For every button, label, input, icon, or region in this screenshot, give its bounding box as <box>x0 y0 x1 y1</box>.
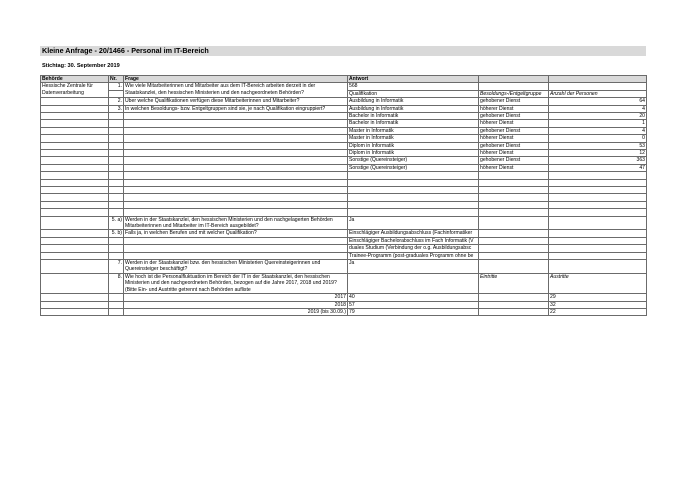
fluktuation-row <box>41 308 647 315</box>
table-row <box>41 245 647 252</box>
answer-cell: Trainee-Programm (post-graduales Programm ohne be <box>348 252 479 259</box>
qualification-gruppe: gehobener Dienst <box>479 98 549 105</box>
empty-row <box>41 201 647 208</box>
stichtag-label: Stichtag: 30. September 2019 <box>42 63 120 69</box>
austritte-value: 32 <box>549 301 647 308</box>
question-number: 5. a) <box>109 216 124 230</box>
qualification-gruppe: höherer Dienst <box>479 120 549 127</box>
qualification-row <box>41 105 647 112</box>
qualification-gruppe: höherer Dienst <box>479 105 549 112</box>
document-title: Kleine Anfrage - 20/1466 - Personal im IT-Bereich <box>42 46 209 55</box>
empty-row <box>41 187 647 194</box>
table-row <box>41 216 647 230</box>
eintritte-value: 40 <box>348 294 479 301</box>
qualification-gruppe: gehobener Dienst <box>479 127 549 134</box>
empty-row <box>41 179 647 186</box>
qualification-anzahl: 64 <box>549 98 647 105</box>
qualification-anzahl: 12 <box>549 150 647 157</box>
qualification-gruppe: gehobener Dienst <box>479 142 549 149</box>
qualification-name: Ausbildung in Informatik <box>348 105 479 112</box>
qualification-name: Bachelor in Informatik <box>348 113 479 120</box>
question-number: 3. <box>109 105 124 112</box>
qualification-row <box>41 98 647 105</box>
qualification-row <box>41 150 647 157</box>
table-row <box>41 230 647 237</box>
answer-cell: Einschlägiger Bachelorabschluss im Fach Informatik (V <box>348 237 479 244</box>
question-number: 8. <box>109 273 124 293</box>
question-text: Werden in der Staatskanzlei, den hessischen Ministerien und den nachgelagerten Behörden Mitarbeiterinnen und Mitarbeiter im IT-Bereich ausgebildet? <box>124 216 348 230</box>
empty-row <box>41 209 647 216</box>
qualification-anzahl: 4 <box>549 105 647 112</box>
qualification-gruppe: gehobener Dienst <box>479 157 549 164</box>
year-label: 2018 <box>124 301 348 308</box>
qualification-anzahl: 363 <box>549 157 647 164</box>
qualification-gruppe: höherer Dienst <box>479 135 549 142</box>
answer-cell: duales Studium (Verbindung der o.g. Ausbildungsabsc <box>348 245 479 252</box>
header-antwort: Antwort <box>348 76 479 83</box>
table-row <box>41 237 647 244</box>
answer-cell: 568 <box>348 83 479 90</box>
eintritte-label: Eintritte <box>479 273 549 293</box>
qualification-name: Diplom in Informatik <box>348 150 479 157</box>
answer-table <box>40 75 647 316</box>
question-text: Wie hoch ist die Personalfluktuation im Bereich der IT in der Staatskanzlei, den hessischen Ministerien und den nachgeordneten Behörden, bezogen auf die Jahre 2017, 2018 und 2019? (Bitte Ein- und Austritte getrennt nach Behörden aufliste <box>124 273 348 293</box>
qualification-gruppe: gehobener Dienst <box>479 113 549 120</box>
empty-row <box>41 194 647 201</box>
qualification-anzahl: 20 <box>549 113 647 120</box>
fluktuation-row <box>41 301 647 308</box>
question-number: 5. b) <box>109 230 124 237</box>
question-text: Wie viele Mitarbeiterinnen und Mitarbeiter aus dem IT-Bereich arbeiten derzeit in der Staatskanzlei, den hessischen Ministerien und den nachgeordneten Behörden? <box>124 83 348 98</box>
answer-cell: Ja <box>348 216 479 230</box>
qualification-row <box>41 135 647 142</box>
qual-header-anzahl: Anzahl der Personen <box>549 90 647 97</box>
qual-header-gruppe: Besoldungs-/Entgeltgruppe <box>479 90 549 97</box>
qualification-anzahl: 47 <box>549 164 647 171</box>
qualification-name: Sonstige (Quereinsteiger) <box>348 164 479 171</box>
question-text: Falls ja, in welchen Berufen und mit welcher Qualifikation? <box>124 230 348 237</box>
header-nr: Nr. <box>109 76 124 83</box>
header-frage: Frage <box>124 76 348 83</box>
qualification-name: Master in Informatik <box>348 135 479 142</box>
qual-header-qualifikation: Qualifikation <box>348 90 479 97</box>
question-number: 7. <box>109 260 124 274</box>
eintritte-value: 57 <box>348 301 479 308</box>
year-label: 2017 <box>124 294 348 301</box>
qualification-row <box>41 120 647 127</box>
qualification-row <box>41 164 647 171</box>
header-behoerde: Behörde <box>41 76 109 83</box>
qualification-name: Bachelor in Informatik <box>348 120 479 127</box>
question-text: Über welche Qualifikationen verfügen diese Mitarbeiterinnen und Mitarbeiter? <box>124 98 348 105</box>
question-number: 2. <box>109 98 124 105</box>
qualification-name: Ausbildung in Informatik <box>348 98 479 105</box>
austritte-value: 29 <box>549 294 647 301</box>
behoerde-cell: Hessische Zentrale für Datenverarbeitung <box>41 83 109 98</box>
year-label: 2019 (bis 30.09.) <box>124 308 348 315</box>
qualification-name: Master in Informatik <box>348 127 479 134</box>
question-text: Werden in der Staatskanzlei bzw. den hessischen Ministerien Quereinsteigerinnen und Quereinsteiger beschäftigt? <box>124 260 348 274</box>
table-row <box>41 83 647 90</box>
qualification-row <box>41 157 647 164</box>
austritte-value: 22 <box>549 308 647 315</box>
qualification-name: Diplom in Informatik <box>348 142 479 149</box>
table-row <box>41 260 647 274</box>
austritte-label: Austritte <box>549 273 647 293</box>
question-number: 1. <box>109 83 124 90</box>
fluktuation-row <box>41 294 647 301</box>
qualification-gruppe: höherer Dienst <box>479 164 549 171</box>
table-header-row <box>41 76 647 83</box>
qualification-anzahl: 0 <box>549 135 647 142</box>
answer-cell: Ja <box>348 260 479 274</box>
qualification-gruppe: höherer Dienst <box>479 150 549 157</box>
eintritte-value: 79 <box>348 308 479 315</box>
qualification-row <box>41 113 647 120</box>
qualification-row <box>41 142 647 149</box>
answer-cell: Einschlägiger Ausbildungsabschluss (Fachinformatiker <box>348 230 479 237</box>
qualification-row <box>41 127 647 134</box>
table-row <box>41 273 647 293</box>
table-row <box>41 252 647 259</box>
qualification-anzahl: 1 <box>549 120 647 127</box>
empty-row <box>41 172 647 179</box>
qualification-anzahl: 53 <box>549 142 647 149</box>
question-text: In welchen Besoldungs- bzw. Entgeltgruppen sind sie, je nach Qualifikation eingruppiert? <box>124 105 348 112</box>
qualification-anzahl: 4 <box>549 127 647 134</box>
qualification-name: Sonstige (Quereinsteiger) <box>348 157 479 164</box>
